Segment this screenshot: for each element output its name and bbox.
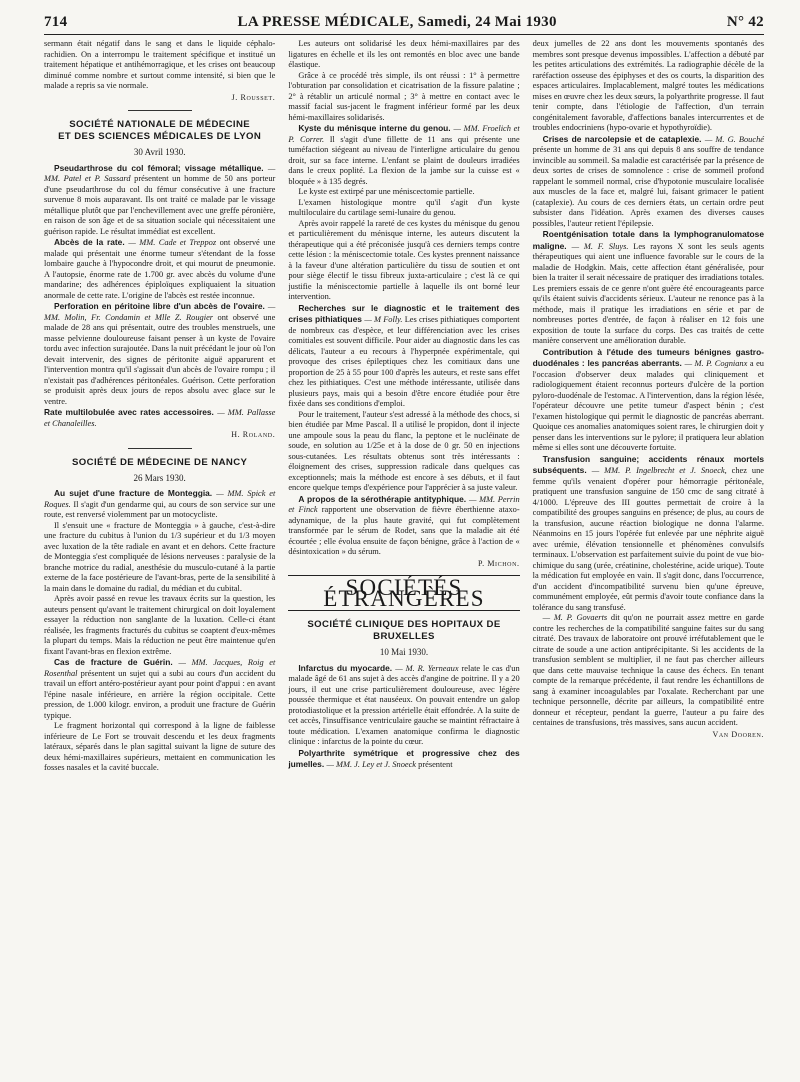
report-body: présentent un sujet qui a subi au cours d'un accident du travail un effort antéro-postérieur ayant pour point d'appui : en avant l'épine nasale inférieure, en arrière la région occipitale. Cette pression, de 1.000 kilogr. environ, a produit une fracture de Guérin typique. bbox=[44, 668, 276, 720]
signature: H. Roland. bbox=[231, 430, 276, 439]
society-title: SOCIÉTÉ CLINIQUE DES HOPITAUX DE BRUXELLES bbox=[307, 619, 501, 642]
report-authors: — M. G. Bouché bbox=[704, 134, 764, 144]
report-authors: — MM. P. Ingelbrecht et J. Snoeck, bbox=[591, 466, 732, 475]
report-subject: Au sujet d'une fracture de Monteggia. bbox=[54, 488, 217, 498]
society-title-line: ET DES SCIENCES MÉDICALES DE LYON bbox=[58, 131, 262, 142]
report-authors: — MM. Cade et Treppoz bbox=[128, 238, 220, 247]
session-date: 10 Mai 1930. bbox=[379, 647, 429, 657]
report-authors: — MM. Perrin et Finck bbox=[288, 494, 520, 514]
signature: P. Michon. bbox=[477, 558, 520, 568]
report-transfusion bbox=[533, 454, 764, 614]
report-subject: Crises de narcolepsie et de cataplexie. bbox=[542, 133, 705, 144]
column-2 bbox=[288, 39, 519, 774]
report-body: Les crises pithiatiques comportent de nombreux cas d'espèce, et leur différenciation avec les crises comitiales est souvent difficile. Pour aider au diagnostic dans les cas délicats, l'auteur a eu recours à l'hyperpnée expérimentale, qui provoque des crises épileptiques chez les comitiaux dans une proportion de 25 à 55 pour 100 d'après les auteurs, et reste sans effet chez les pithiatiques. C'est une méthode intéressante, utilisée dans plusieurs pays, mais qui a besoin d'être encore étudiée pour être fixée dans ses conditions d'emploi. bbox=[288, 315, 520, 408]
report-narcolepsie bbox=[533, 134, 764, 230]
report-authors: — MM. Molin, Fr. Condamin et Mlle Z. Rougier bbox=[44, 302, 276, 322]
paragraph: Pour le traitement, l'auteur s'est adressé à la méthode des chocs, si bien étudiée par Mme Pascal. Il a utilisé le propidon, dont il injecte une ampoule sous la peau du flanc, la peptone et le nucléinate de soude, en solution au 1/25e et à la dose de 0 gr. 50 en injections sous-cutanées. Les résultats obtenus sont très intéressants : éloignement des crises, suppression radicale dans quelques cas exceptionnels; mais la méthode est encore à ses débuts, et il faut encore quelque temps d'expérience pour l'apprécier à sa juste valeur. bbox=[288, 409, 520, 492]
report-crises-pithiatiques bbox=[288, 303, 519, 410]
report-authors: — M. P. Govaerts bbox=[542, 613, 611, 622]
report-authors: — MM. Patel et P. Sassard bbox=[44, 163, 276, 183]
report-body: Il s'agit d'un gendarme qui, au cours de son service sur une route, est renversé violemment par un motocycliste. bbox=[44, 499, 276, 519]
report-body: chez une femme qu'ils venaient d'opérer pour hémorragie péritonéale, pratiquent une transfusion sanguine de 150 cmc de sang citraté à 4/1000. L'épreuve des III gouttes permettait de croire à la compatibilité des groupes sanguins en présence; de plus, au cours de la transfusion, aucune réaction biologique ne donna l'alarme. Néanmoins en 15 jours l'opérée fut enlevée par une néphrite aiguë avec urémie, élévation tensionnelle et phénomènes convulsifs terminaux. L'observation est parfaitement suivie du point de vue bio-chimique du sang (urée, créatinine, cholestérine, acide urique). Toute la médication fut employée en vain. Il s'agit donc, dans l'occurrence, d'un accident d'incompatibilité survenu bien qu'une épreuve, communément employée, eût permis d'avoir toute confiance dans la tolérance du sang transfusé. bbox=[532, 466, 764, 612]
paragraph: Les auteurs ont solidarisé les deux hémi-maxillaires par des ligatures en échelle et ils les ont remontés en bloc avec une bande élastique. bbox=[288, 39, 520, 69]
report-body: dit qu'on ne pourrait assez mettre en garde contre les recherches de la compatibilité sanguine faites sur du sang citraté. Des travaux de laboratoire ont prouvé irréfutablement que le citrate de soude a une action antiprécipitante. Si les accidents de la transfusion semblent se multiplier, il ne faut pas chercher ailleurs que dans cette mauvaise technique la cause des échecs. En tenant compte de la remarque précédente, il faut rendre les échantillons de sang à examiner incoagulables par l'oxalate. Recherchant par une technique personnelle, décrite par ailleurs, la compatibilité entre donneur et récepteur, pendant la guerre, l'auteur a pu faire des centaines de transfusions, très massives, sans aucun accident. bbox=[532, 613, 764, 727]
report-guerin bbox=[44, 657, 275, 721]
report-subject: Abcès de la rate. bbox=[54, 237, 129, 247]
paragraph: Après avoir rappelé la rareté de ces kystes du ménisque du genou et particulièrement du ménisque interne, les auteurs discutent la thérapeutique qui a été préconisée jusqu'à ces derniers temps contre cette lésion : la méniscectomie totale. Ces kystes prennent naissance à la faveur d'une altération particulière du tissu de soutien et ont pour siège électif le tissu fibreux juxta-articulaire ; c'est là ce qui justifie la méniscectomie partielle à laquelle ils ont borné leur intervention. bbox=[288, 218, 520, 301]
report-subject: Rate multilobulée avec rates accessoires. bbox=[44, 407, 218, 417]
report-monteggia bbox=[44, 488, 275, 521]
report-authors: — M. P. Cognianx bbox=[684, 359, 750, 368]
paragraph: Grâce à ce procédé très simple, ils ont réussi : 1° à permettre l'obturation par consolidation et cicatrisation de la fissure palatine ; 2° à rétablir un articulé normal ; 3° à mettre en contact avec le massif facial sus-jacent le fragment inférieur formé par les deux hémi-maxillaires solidarisés. bbox=[288, 70, 520, 122]
report-body: ont observé une malade de 28 ans qui présentait, outre des troubles menstruels, une masse pelvienne douloureuse faisant penser à un kyste de l'ovaire tordu avec infection surajoutée. Dans la nuit précédant le jour où l'on devait intervenir, des signes de péritonite aiguë apparurent et l'intervention montra qu'il s'agissait d'un abcès de l'ovaire rompu ; il n'existait pas d'adhérences péritonéales. Guérison. Cette perforation se produisit après deux jours de repos absolu avec glace sur le ventre. bbox=[44, 312, 276, 406]
signature: J. Rousset. bbox=[231, 92, 276, 102]
journal-title: LA PRESSE MÉDICALE, Samedi, 24 Mai 1930 bbox=[237, 14, 557, 30]
report-subject: Pseudarthrose du col fémoral; vissage métallique. bbox=[54, 162, 268, 173]
session-date: 26 Mars 1930. bbox=[133, 472, 186, 483]
report-serotherapie bbox=[288, 494, 519, 558]
report-rate-multilobulee bbox=[44, 407, 275, 429]
paragraph: Le kyste est extirpé par une méniscectomie partielle. bbox=[298, 187, 475, 196]
report-govaerts bbox=[533, 613, 764, 729]
report-pseudarthrose bbox=[44, 163, 275, 238]
report-body: présente un homme de 31 ans qui depuis 8 ans souffre de tendance invincible au sommeil. Sa maladie est caractérisée par la présence de deux sortes de crises de somnolence : crise de sommeil profond rappelant le sommeil normal, crise d'hypotonie musculaire localisée aux muscles de la face et, malgré lui, faisant grimacer le patient (cataplexie). Au cours de ces derniers états, un certain ordre peut subsister dans l'idéation. Après examen des diverses causes possibles, l'auteur retient l'épilepsie. bbox=[532, 145, 764, 228]
report-subject: Recherches sur le diagnostic et le traitement des crises pithiatiques bbox=[288, 302, 520, 324]
report-subject: Polyarthrite symétrique et progressive chez des jumelles. bbox=[288, 747, 520, 769]
report-authors: — MM. Jacques, Roig et Rosenthal bbox=[44, 658, 276, 678]
report-body: Il s'agit d'une fillette de 11 ans qui présente une tuméfaction siégeant au niveau de l'interligne articulaire du genou droit, sur sa face interne. L'enfant se plaint de douleurs irradiées dans le creux poplité. La flexion de la jambe sur la cuisse est « bloquée » à 135 degrés. bbox=[288, 134, 520, 186]
paragraph: L'examen histologique montre qu'il s'agit d'un kyste multiloculaire du cartilage semi-lunaire du genou. bbox=[288, 197, 520, 217]
report-body: a eu l'occasion d'observer deux malades qui cliniquement et radiologiquement étaient reconnus porteurs d'ulcère de la portion pyloro-duodénale de l'estomac. A l'intervention, dans la région lésée, l'opérateur découvre une petite tumeur d'aspect bénin ; c'est l'examen histologique qui permit le diagnostic de pancréas aberrant. Quoique ces anomalies anatomiques soient rares, le chirurgien doit y penser dans les interventions sur le pylore; il pratiquera leur ablation même si elles sont une découverte fortuite. bbox=[532, 359, 764, 452]
column-1 bbox=[44, 39, 275, 774]
report-subject: Kyste du ménisque interne du genou. bbox=[298, 123, 454, 133]
divider bbox=[128, 448, 192, 449]
report-authors: — M Folly. bbox=[364, 315, 405, 324]
paragraph: deux jumelles de 22 ans dont les mouvements spontanés des membres sont presque devenus impossibles. L'affection a débuté par les petites articulations des extrémités. La radiographie décèle de la raréfaction osseuse des épiphyses et des os courts, la disparition des espaces articulaires. Implacablement, malgré toutes les médications mises en œuvre chez les deux sœurs, la polyarthrite progresse. Il faut tenir compte, dans l'étiologie de l'affection, d'un terrain congénitalement favorable, d'affections banales intercurrentes et de troubles endocriniens (hypo-ovarie et hypothyroïdie). bbox=[532, 39, 764, 132]
report-authors: — MM. Spick et Roques. bbox=[44, 489, 276, 509]
page-header bbox=[44, 14, 764, 35]
report-body: Les rayons X sont les seuls agents thérapeutiques qui aient une influence favorable sur le cours de la maladie de Hodgkin. Mais, cette affection étant généralisée, pour bien la traiter il serait nécessaire de pratiquer des irradiations totales. Les premiers essais de ce genre n'ont guère été encourageants parce qu'ils étaient suivis d'accidents sérieux. L'auteur ne renonce pas à la méthode, mais il pratique les irradiations en série et par de nombreuses portes d'entrée, de façon à réaliser en 12 fois une exposition de toute la surface du corps. Des cas traités de cette manière conservent une amélioration durable. bbox=[532, 241, 764, 345]
report-infarctus bbox=[288, 663, 519, 748]
session-date: 30 Avril 1930. bbox=[133, 147, 186, 157]
report-authors: — M. R. Yerneaux bbox=[395, 663, 462, 673]
report-polyarthrite bbox=[288, 748, 519, 771]
report-subject: A propos de la sérothérapie antityphique. bbox=[298, 493, 469, 504]
report-subject: Contribution à l'étude des tumeurs bénignes gastro-duodénales : les pancréas aberrants. bbox=[532, 346, 764, 368]
report-authors: — M. F. Sluys. bbox=[571, 241, 634, 251]
report-body: relate le cas d'un malade âgé de 61 ans sujet à des accès d'angine de poitrine. Il y a 20 jours, il eut une crise particulièrement douloureuse, avec légère poussée thermique et état nauséeux. On pouvait entendre un galop protodiastolique et la pression artérielle était effondrée. A la suite de cet accès, l'insuffisance ventriculaire gauche se maintint réfractaire à toute médication. L'examen anatomique confirma le diagnostic clinique : infarctus de la pointe du cœur. bbox=[288, 663, 520, 746]
report-subject: Cas de fracture de Guérin. bbox=[54, 657, 179, 667]
report-body: ont observé une malade qui présentait une énorme tumeur s'étendant de la fosse lombaire gauche à l'hypocondre droit, et qui mourut de pneumonie. A l'autopsie, énorme rate de 1.700 gr. avec abcès du volume d'une mandarine; des adhérences épiploïques expliquaient la situation anormale de cette rate. L'origine de l'abcès est restée inconnue. bbox=[44, 238, 276, 300]
report-body: présentent un homme de 50 ans porteur d'une pseudarthrose du col du fémur consécutive à une fracture survenue 8 mois auparavant. Ils ont traité ce malade par le vissage métallique plutôt que par l'enchevillement avec une greffe péronière, en raison de son âge et de sa situation sociale qui nécessitaient une guérison rapide. Le résultat immédiat est excellent. bbox=[44, 174, 276, 236]
report-subject: Perforation en péritoine libre d'un abcès de l'ovaire. bbox=[54, 301, 268, 311]
report-body: rapportent une observation de fièvre éberthienne ataxo-adynamique, de la plus haute gravité, qui fut complètement transformée par le sérum de Rodet, sans que la maladie ait été écourtée ; elle évolua ensuite de façon bénigne, grâce à l'action de « désintoxication » du sérum. bbox=[288, 505, 520, 556]
society-title: SOCIÉTÉ DE MÉDECINE DE NANCY bbox=[71, 456, 248, 468]
report-roentgenisation bbox=[533, 229, 764, 347]
page-number: 714 bbox=[44, 14, 68, 30]
report-perforation bbox=[44, 301, 275, 407]
report-pancreas-aberrants bbox=[533, 347, 764, 454]
paragraph: Après avoir passé en revue les travaux écrits sur la question, les auteurs pensent qu'avant le traitement chirurgical on doit loyalement essayer la réduction non sanglante de la luxation. Celle-ci étant réalisée, les fragments fracturés du cubitus se coaptent d'eux-mêmes la plupart du temps. Mais la réduction ne peut être maintenue qu'en fixant l'avant-bras en flexion extrême. bbox=[44, 594, 276, 656]
column-3 bbox=[533, 39, 764, 774]
divider bbox=[128, 110, 192, 111]
signature: Van Dooren. bbox=[712, 729, 764, 739]
paragraph: Le fragment horizontal qui correspond à la ligne de faiblesse inférieure de Le Fort se trouvait descendu et les deux fragments latéraux, séparés dans le plan sagittal suivant la ligne de suture des deux hémi-maxillaires supérieurs, mettaient en communication les fosses nasales et la cavité buccale. bbox=[44, 721, 276, 772]
report-subject: Transfusion sanguine; accidents rénaux mortels subséquents. bbox=[532, 453, 764, 475]
report-authors: — MM. Pallasse et Chanaleilles. bbox=[44, 408, 276, 428]
report-abces-rate bbox=[44, 237, 275, 301]
section-title: SOCIÉTÉS ÉTRANGÈRES bbox=[288, 575, 519, 611]
society-title-line: SOCIÉTÉ NATIONALE DE MÉDECINE bbox=[69, 119, 251, 130]
report-kyste-menisque bbox=[288, 123, 519, 187]
paragraph: Il s'ensuit une « fracture de Monteggia » à gauche, c'est-à-dire une fracture du cubitus à l'union du 1/3 supérieur et du 1/3 moyen avec luxation de la tête radiale en avant et en dehors. Cette fracture de Monteggia s'est compliquée de lésions nerveuses : paralysie de la branche motrice du radial, anesthésie du musculo-cutané à la partie externe de la face postérieure de l'avant-bras, perte de la sensibilité à la main dans le domaine du radial, du médian et du cubital. bbox=[44, 520, 276, 593]
society-title bbox=[44, 119, 275, 143]
report-body: présentent bbox=[418, 760, 453, 769]
report-subject: Infarctus du myocarde. bbox=[298, 662, 396, 673]
issue-number: N° 42 bbox=[726, 14, 764, 30]
paragraph: sermann était négatif dans le sang et dans le liquide céphalo-rachidien. On a interrompu le traitement spécifique et institué un traitement hépatique et antihémorragique, et les crises ont beaucoup diminué comme nombre et surtout comme intensité, si bien que le malade a repris sa vie normale. bbox=[44, 39, 276, 90]
report-authors: — MM. J. Ley et J. Snoeck bbox=[326, 760, 419, 769]
report-subject: Roentgénisation totale dans la lymphogranulomatose maligne. bbox=[532, 229, 764, 251]
report-authors: — MM. Froelich et P. Correr. bbox=[288, 124, 520, 144]
